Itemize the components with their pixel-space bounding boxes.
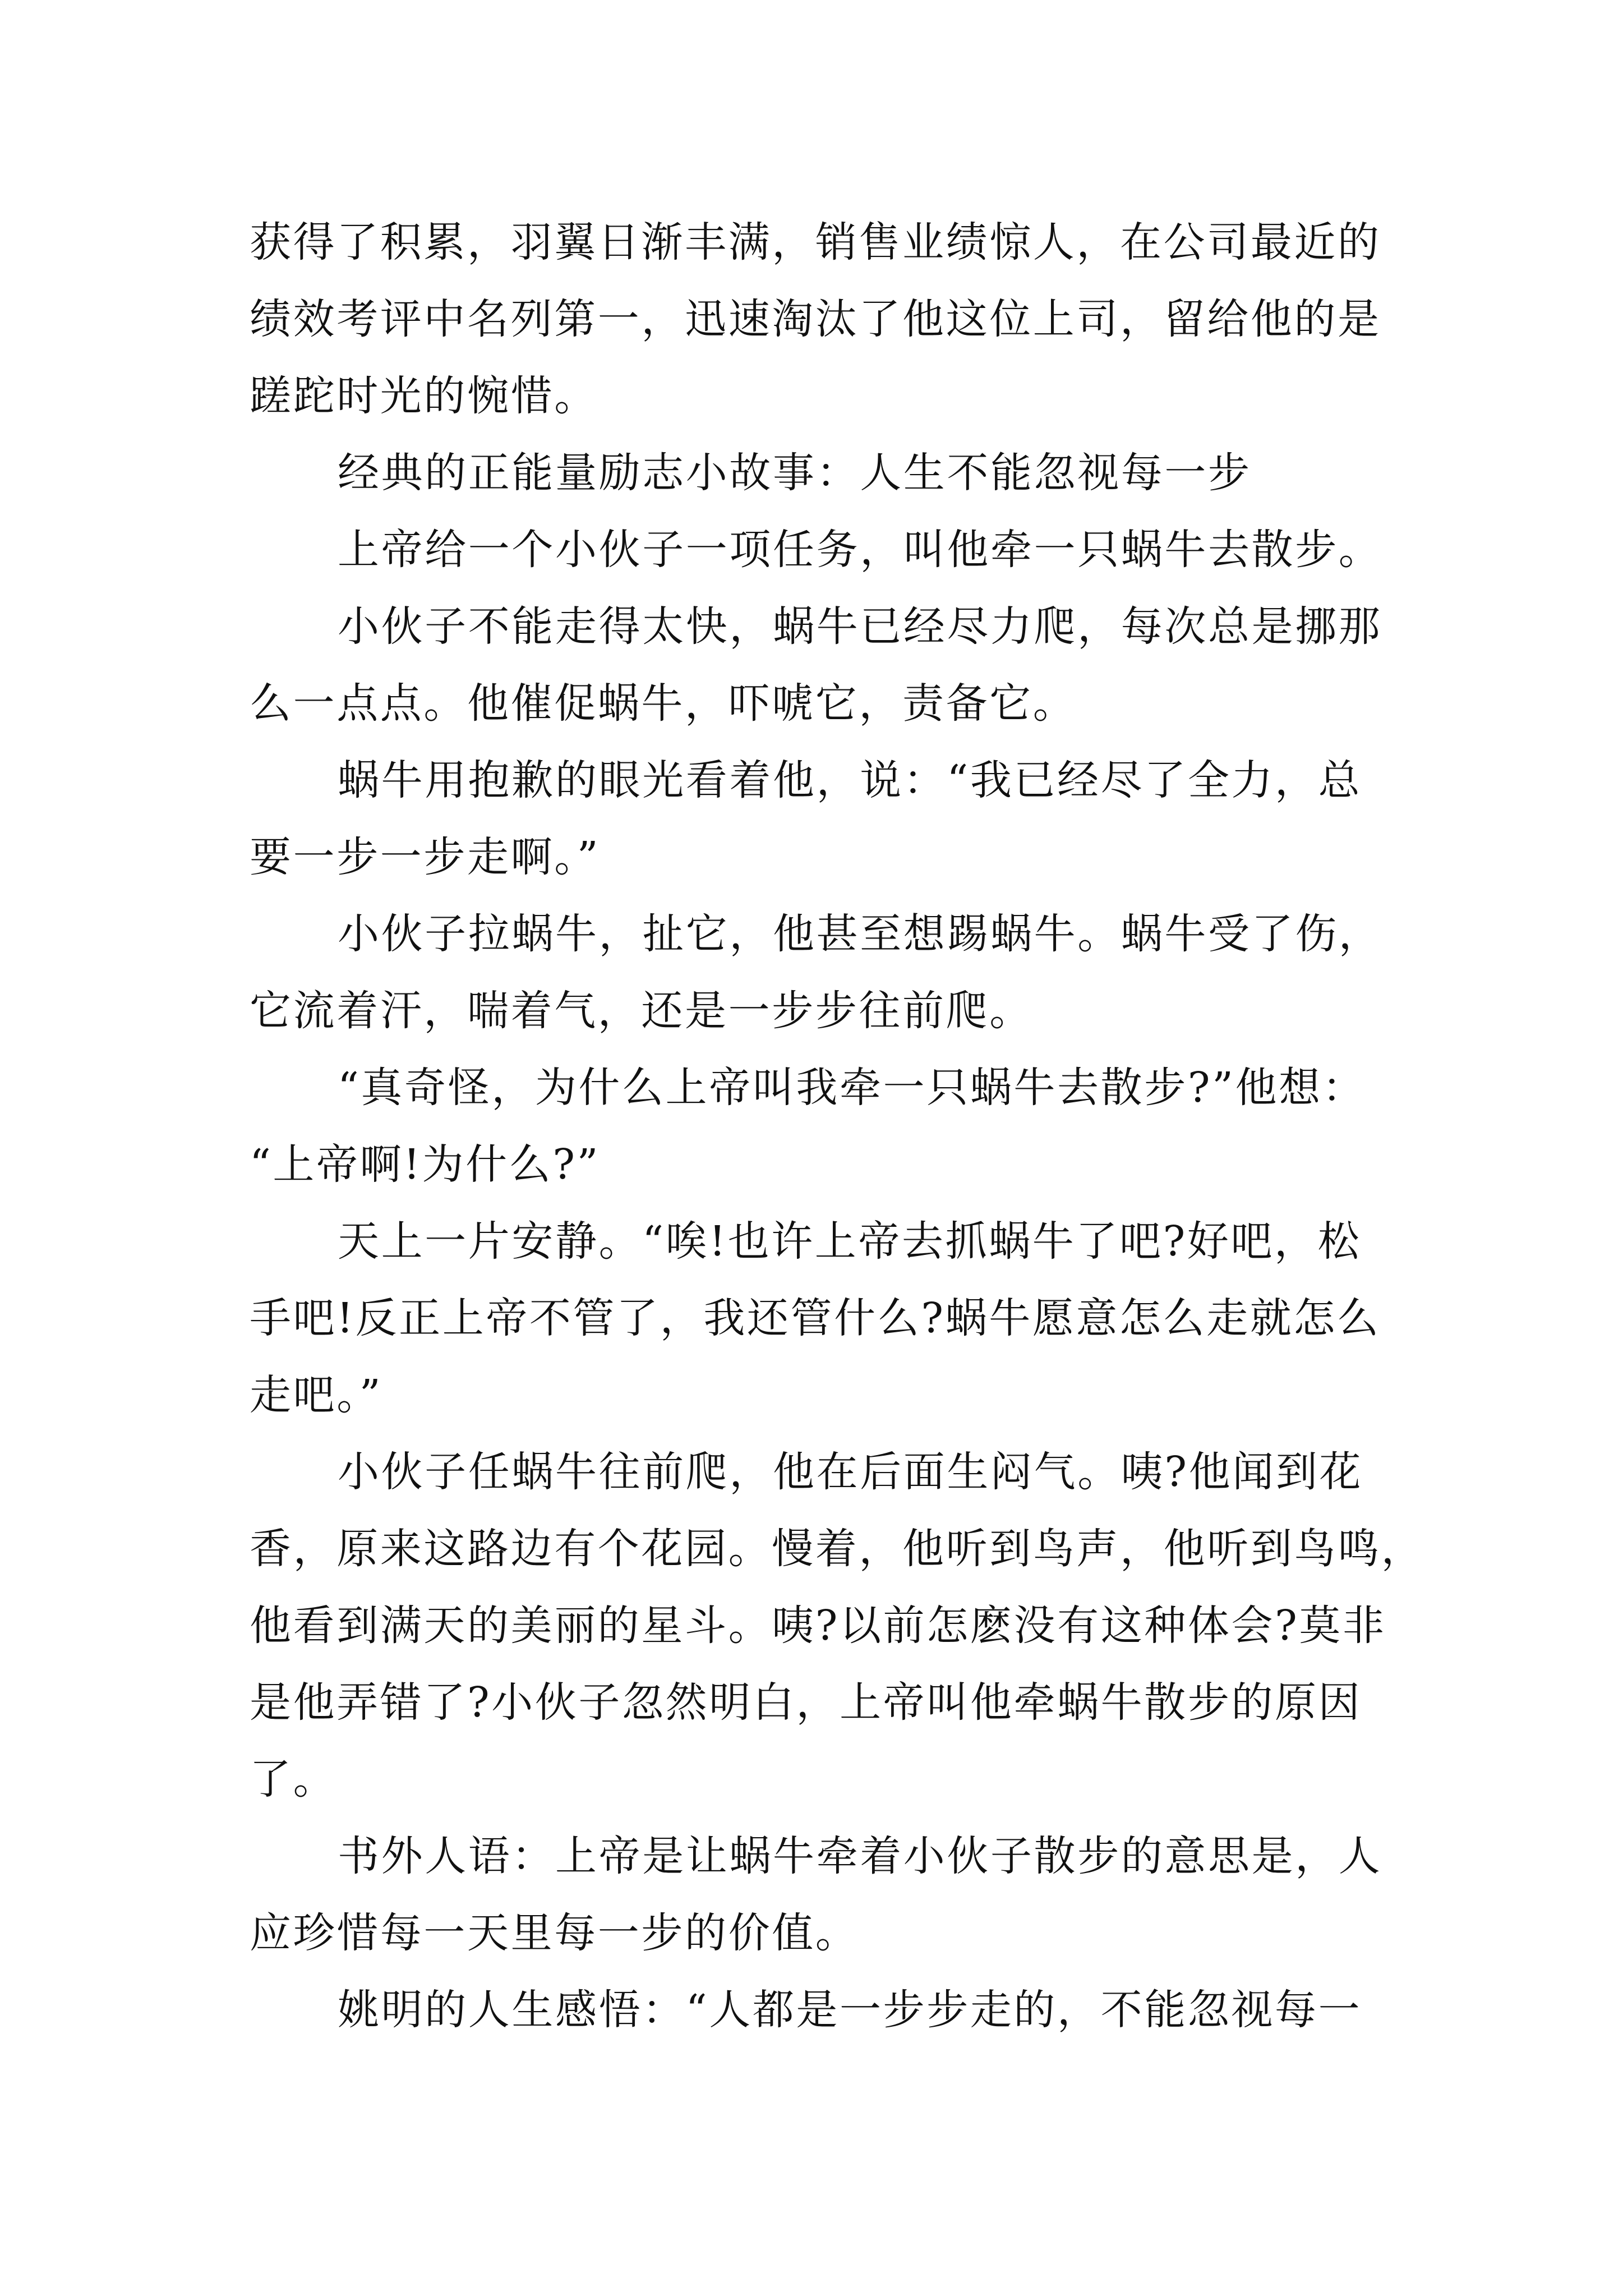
text-line: 它流着汗，喘着气，还是一步步往前爬。 — [250, 987, 1033, 1035]
text-line: 走吧。” — [250, 1371, 383, 1419]
paragraph — [250, 896, 1511, 1050]
text-line: 他看到满天的美丽的星斗。咦?以前怎麽没有这种体会?莫非 — [250, 1602, 1386, 1650]
paragraph — [250, 1818, 1511, 1972]
text-line: 应珍惜每一天里每一步的价值。 — [250, 1909, 859, 1957]
text-line: 蜗牛用抱歉的眼光看着他，说：“我已经尽了全力，总 — [338, 756, 1362, 804]
paragraph — [250, 742, 1511, 896]
paragraph — [250, 1203, 1511, 1434]
text-line: 手吧!反正上帝不管了，我还管什么?蜗牛愿意怎么走就怎么 — [250, 1294, 1381, 1342]
text-line: 姚明的人生感悟：“人都是一步步走的，不能忽视每一 — [338, 1986, 1362, 2034]
text-line: 上帝给一个小伙子一项任务，叫他牵一只蜗牛去散步。 — [338, 526, 1382, 574]
paragraph — [250, 1434, 1511, 1818]
text-line: 天上一片安静。“唉!也许上帝去抓蜗牛了吧?好吧，松 — [338, 1217, 1362, 1266]
section-heading-paragraph — [250, 435, 1511, 512]
text-line: 要一步一步走啊。” — [250, 833, 601, 881]
paragraph — [250, 588, 1511, 742]
text-line: 小伙子不能走得太快，蜗牛已经尽力爬，每次总是挪那 — [338, 602, 1382, 651]
text-line: 香，原来这路边有个花园。慢着，他听到鸟声，他听到鸟鸣， — [250, 1525, 1425, 1573]
text-line: 小伙子任蜗牛往前爬，他在后面生闷气。咦?他闻到花 — [338, 1448, 1363, 1496]
paragraph — [250, 512, 1511, 588]
section-heading: 经典的正能量励志小故事：人生不能忽视每一步 — [338, 449, 1252, 497]
text-line: 蹉跎时光的惋惜。 — [250, 372, 598, 420]
text-line: 了。 — [250, 1755, 337, 1803]
text-line: 是他弄错了?小伙子忽然明白，上帝叫他牵蜗牛散步的原因 — [250, 1678, 1362, 1727]
text-line: 么一点点。他催促蜗牛，吓唬它，责备它。 — [250, 679, 1077, 728]
paragraph — [250, 1972, 1511, 2049]
document-body — [250, 204, 1511, 2049]
text-line: 书外人语：上帝是让蜗牛牵着小伙子散步的意思是，人 — [338, 1832, 1382, 1880]
paragraph — [250, 1050, 1511, 1203]
paragraph — [250, 204, 1511, 435]
text-line: 小伙子拉蜗牛，扯它，他甚至想踢蜗牛。蜗牛受了伤， — [338, 910, 1382, 958]
text-line: 绩效考评中名列第一，迅速淘汰了他这位上司，留给他的是 — [250, 295, 1381, 343]
text-line: “真奇怪，为什么上帝叫我牵一只蜗牛去散步?”他想： — [338, 1064, 1366, 1112]
text-line: “上帝啊!为什么?” — [250, 1140, 601, 1189]
text-line: 获得了积累，羽翼日渐丰满，销售业绩惊人，在公司最近的 — [250, 218, 1381, 266]
